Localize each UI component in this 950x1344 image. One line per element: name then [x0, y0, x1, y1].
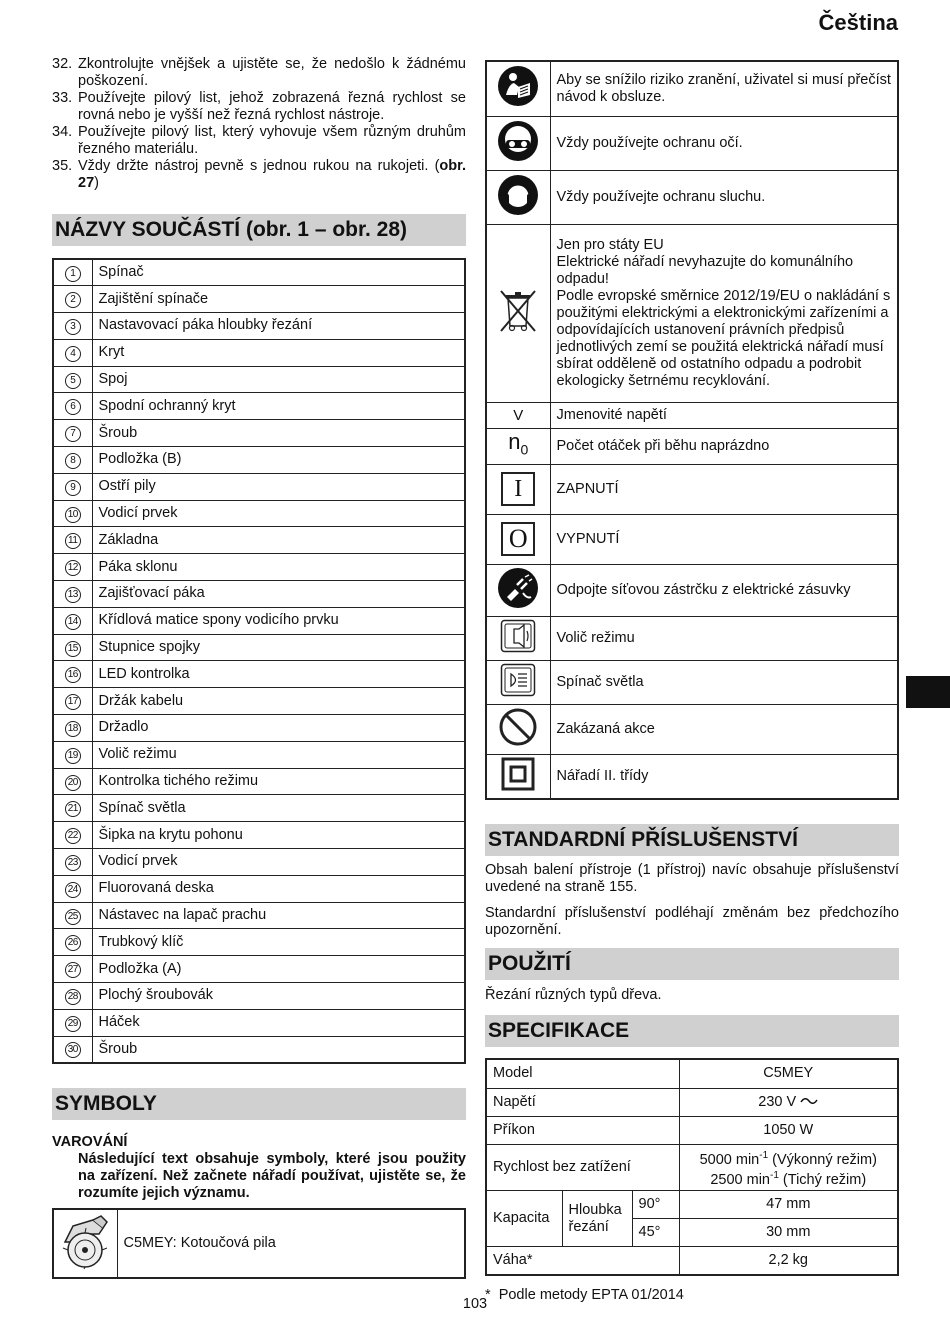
part-number: 8	[65, 453, 81, 469]
symbol-description: VYPNUTÍ	[550, 514, 898, 564]
prohibited-icon	[486, 704, 550, 754]
ac-current-icon	[800, 1096, 818, 1106]
part-name: Zajištění spínače	[92, 286, 465, 313]
table-row: Příkon 1050 W	[486, 1117, 898, 1145]
part-name: Spínač světla	[92, 795, 465, 822]
symbol-description: Jmenovité napětí	[550, 402, 898, 428]
page-language-label: Čeština	[818, 10, 898, 35]
symbol-description: Počet otáček při běhu naprázdno	[550, 428, 898, 464]
table-row	[53, 473, 465, 500]
part-name: LED kontrolka	[92, 661, 465, 688]
table-row	[53, 768, 465, 795]
list-item: 34. Používejte pilový list, který vyhovuje všem různým druhům řezného materiálu.	[52, 124, 466, 157]
table-row	[53, 634, 465, 661]
part-name: Kontrolka tichého režimu	[92, 768, 465, 795]
accessories-paragraph: Obsah balení přístroje (1 přístroj) navíc obsahuje příslušenství uvedené na straně 155.	[485, 861, 899, 895]
parts-table	[52, 258, 466, 1064]
symbol-description: Vždy používejte ochranu sluchu.	[550, 170, 898, 224]
part-name: Plochý šroubovák	[92, 983, 465, 1010]
part-name: Nástavec na lapač prachu	[92, 902, 465, 929]
part-number: 1	[65, 266, 81, 282]
table-row	[53, 607, 465, 634]
part-name: Kryt	[92, 339, 465, 366]
part-name: Spínač	[92, 259, 465, 286]
voltage-symbol: V	[486, 402, 550, 428]
symbol-description: Odpojte síťovou zástrčku z elektrické zásuvky	[550, 564, 898, 616]
table-row	[486, 116, 898, 170]
table-row	[486, 464, 898, 514]
table-row	[486, 616, 898, 660]
table-row	[53, 339, 465, 366]
symbols-table	[485, 60, 899, 800]
part-number: 20	[65, 775, 81, 791]
table-row	[53, 1009, 465, 1036]
part-number: 25	[65, 909, 81, 925]
part-name: Podložka (A)	[92, 956, 465, 983]
part-number: 17	[65, 694, 81, 710]
table-row	[486, 514, 898, 564]
part-number: 14	[65, 614, 81, 630]
left-column	[52, 56, 466, 1279]
table-row	[53, 554, 465, 581]
page-number: 103	[462, 1296, 488, 1312]
mode-selector-icon	[486, 616, 550, 660]
symbol-description: Nářadí II. třídy	[550, 754, 898, 799]
part-number: 3	[65, 319, 81, 335]
part-number: 21	[65, 801, 81, 817]
language-side-tab	[906, 676, 950, 708]
part-number: 5	[65, 373, 81, 389]
part-name: Trubkový klíč	[92, 929, 465, 956]
part-name: Vodicí prvek	[92, 500, 465, 527]
part-number: 26	[65, 935, 81, 951]
table-row	[53, 259, 465, 286]
part-name: Křídlová matice spony vodicího prvku	[92, 607, 465, 634]
circular-saw-icon	[53, 1209, 117, 1278]
part-name: Páka sklonu	[92, 554, 465, 581]
table-row	[486, 402, 898, 428]
table-row	[53, 956, 465, 983]
part-name: Ostří pily	[92, 473, 465, 500]
table-row: Rychlost bez zatížení 5000 $\min^{-1}$ (Výkonný režim) 2500 $\min^{-1}$ (Tichý režim)	[486, 1145, 898, 1191]
part-name: Vodicí prvek	[92, 849, 465, 876]
accessories-heading: STANDARDNÍ PŘÍSLUŠENSTVÍ	[485, 824, 899, 856]
part-number: 30	[65, 1042, 81, 1058]
table-row	[53, 1209, 465, 1278]
table-row	[486, 754, 898, 799]
table-row	[53, 500, 465, 527]
part-number: 9	[65, 480, 81, 496]
symbol-description: Zakázaná akce	[550, 704, 898, 754]
table-row	[53, 715, 465, 742]
table-row: Napětí 230 V	[486, 1089, 898, 1117]
no-load-speed-symbol: $n_0$	[486, 428, 550, 464]
part-number: 13	[65, 587, 81, 603]
part-name: Zajišťovací páka	[92, 581, 465, 608]
list-item: 33. Používejte pilový list, jehož zobrazená řezná rychlost se rovná nebo je vyšší než řezná rychlost nástroje.	[52, 90, 466, 123]
list-item: 32. Zkontrolujte vnějšek a ujistěte se, že nedošlo k žádnému poškození.	[52, 56, 466, 89]
table-row	[486, 660, 898, 704]
specs-heading: SPECIFIKACE	[485, 1015, 899, 1047]
part-name: Stupnice spojky	[92, 634, 465, 661]
symbol-description: Aby se snížilo riziko zranění, uživatel si musí přečíst návod k obsluze.	[550, 61, 898, 116]
part-name: Šroub	[92, 1036, 465, 1063]
table-row	[53, 366, 465, 393]
table-row	[53, 393, 465, 420]
part-number: 10	[65, 507, 81, 523]
right-column	[485, 60, 899, 1304]
symbol-description: Jen pro státy EU Elektrické nářadí nevyhazujte do komunálního odpadu! Podle evropské směrnice 2012/19/EU o nakládání s použitými elektrickými a elektronickými zařízeními a odpovídajících ustanovení právních předpisů jednotlivých zemí se použitá elektrická nářadí musí sbírat odděleně od ostatního odpadu a podrobit ekologicky šetrnému recyklování.	[550, 224, 898, 402]
part-name: Fluorovaná deska	[92, 875, 465, 902]
specs-footnote: * Podle metody EPTA 01/2014	[485, 1286, 684, 1303]
table-row	[486, 428, 898, 464]
usage-heading: POUŽITÍ	[485, 948, 899, 980]
power-on-icon: I	[486, 464, 550, 514]
usage-text: Řezání různých typů dřeva.	[485, 986, 662, 1003]
symbol-description: ZAPNUTÍ	[550, 464, 898, 514]
eye-protection-icon	[486, 116, 550, 170]
part-number: 22	[65, 828, 81, 844]
part-number: 2	[65, 292, 81, 308]
symbol-description: Spínač světla	[550, 660, 898, 704]
table-row	[486, 170, 898, 224]
part-name: Spodní ochranný kryt	[92, 393, 465, 420]
part-number: 4	[65, 346, 81, 362]
symbol-description: Volič režimu	[550, 616, 898, 660]
part-name: Háček	[92, 1009, 465, 1036]
figure-reference: obr. 27	[78, 158, 466, 191]
table-row	[53, 741, 465, 768]
table-row	[53, 286, 465, 313]
table-row	[486, 61, 898, 116]
table-row	[53, 795, 465, 822]
part-number: 23	[65, 855, 81, 871]
warning-text: Následující text obsahuje symboly, které jsou použity na zařízení. Než začnete nářadí používat, ujistěte se, že rozumíte jejich významu.	[78, 1150, 466, 1201]
warning-title: VAROVÁNÍ	[52, 1133, 128, 1150]
table-row: Kapacita Hloubka řezání 90° 47 mm	[486, 1191, 898, 1219]
part-number: 12	[65, 560, 81, 576]
table-row	[53, 822, 465, 849]
list-item: 35. Vždy držte nástroj pevně s jednou rukou na rukojeti. (obr. 27)	[52, 158, 466, 191]
product-symbol-text: C5MEY: Kotoučová pila	[117, 1209, 465, 1278]
part-number: 7	[65, 426, 81, 442]
table-row	[486, 224, 898, 402]
table-row	[53, 527, 465, 554]
table-row	[53, 313, 465, 340]
table-row: 45° 30 mm	[486, 1219, 898, 1247]
part-name: Šroub	[92, 420, 465, 447]
part-number: 29	[65, 1016, 81, 1032]
table-row	[53, 983, 465, 1010]
part-name: Základna	[92, 527, 465, 554]
read-manual-icon	[486, 61, 550, 116]
part-name: Držák kabelu	[92, 688, 465, 715]
part-number: 15	[65, 641, 81, 657]
table-row	[53, 1036, 465, 1063]
table-row	[53, 929, 465, 956]
product-symbol-table	[52, 1208, 466, 1279]
table-row	[53, 688, 465, 715]
specs-table	[485, 1058, 899, 1276]
part-name: Nastavovací páka hloubky řezání	[92, 313, 465, 340]
table-row	[53, 420, 465, 447]
table-row	[53, 902, 465, 929]
ear-protection-icon	[486, 170, 550, 224]
table-row	[53, 581, 465, 608]
table-row: Váha* 2,2 kg	[486, 1247, 898, 1275]
part-number: 19	[65, 748, 81, 764]
table-row	[486, 704, 898, 754]
part-number: 24	[65, 882, 81, 898]
safety-instructions-list	[52, 56, 466, 192]
light-switch-icon	[486, 660, 550, 704]
table-row	[53, 849, 465, 876]
table-row	[486, 564, 898, 616]
symbols-heading: SYMBOLY	[52, 1088, 466, 1120]
part-number: 11	[65, 533, 81, 549]
table-row	[53, 661, 465, 688]
part-name: Volič režimu	[92, 741, 465, 768]
class-ii-icon	[486, 754, 550, 799]
unplug-icon	[486, 564, 550, 616]
symbol-description: Vždy používejte ochranu očí.	[550, 116, 898, 170]
table-row	[53, 875, 465, 902]
part-name: Podložka (B)	[92, 447, 465, 474]
part-number: 28	[65, 989, 81, 1005]
part-name: Spoj	[92, 366, 465, 393]
part-number: 16	[65, 667, 81, 683]
weee-bin-icon	[486, 224, 550, 402]
part-name: Šipka na krytu pohonu	[92, 822, 465, 849]
parts-heading: NÁZVY SOUČÁSTÍ (obr. 1 – obr. 28)	[52, 214, 466, 246]
part-number: 18	[65, 721, 81, 737]
table-row	[53, 447, 465, 474]
part-name: Držadlo	[92, 715, 465, 742]
part-number: 6	[65, 399, 81, 415]
power-off-icon: O	[486, 514, 550, 564]
table-row: Model C5MEY	[486, 1059, 898, 1089]
accessories-note: Standardní příslušenství podléhají změnám bez předchozího upozornění.	[485, 904, 899, 938]
part-number: 27	[65, 962, 81, 978]
